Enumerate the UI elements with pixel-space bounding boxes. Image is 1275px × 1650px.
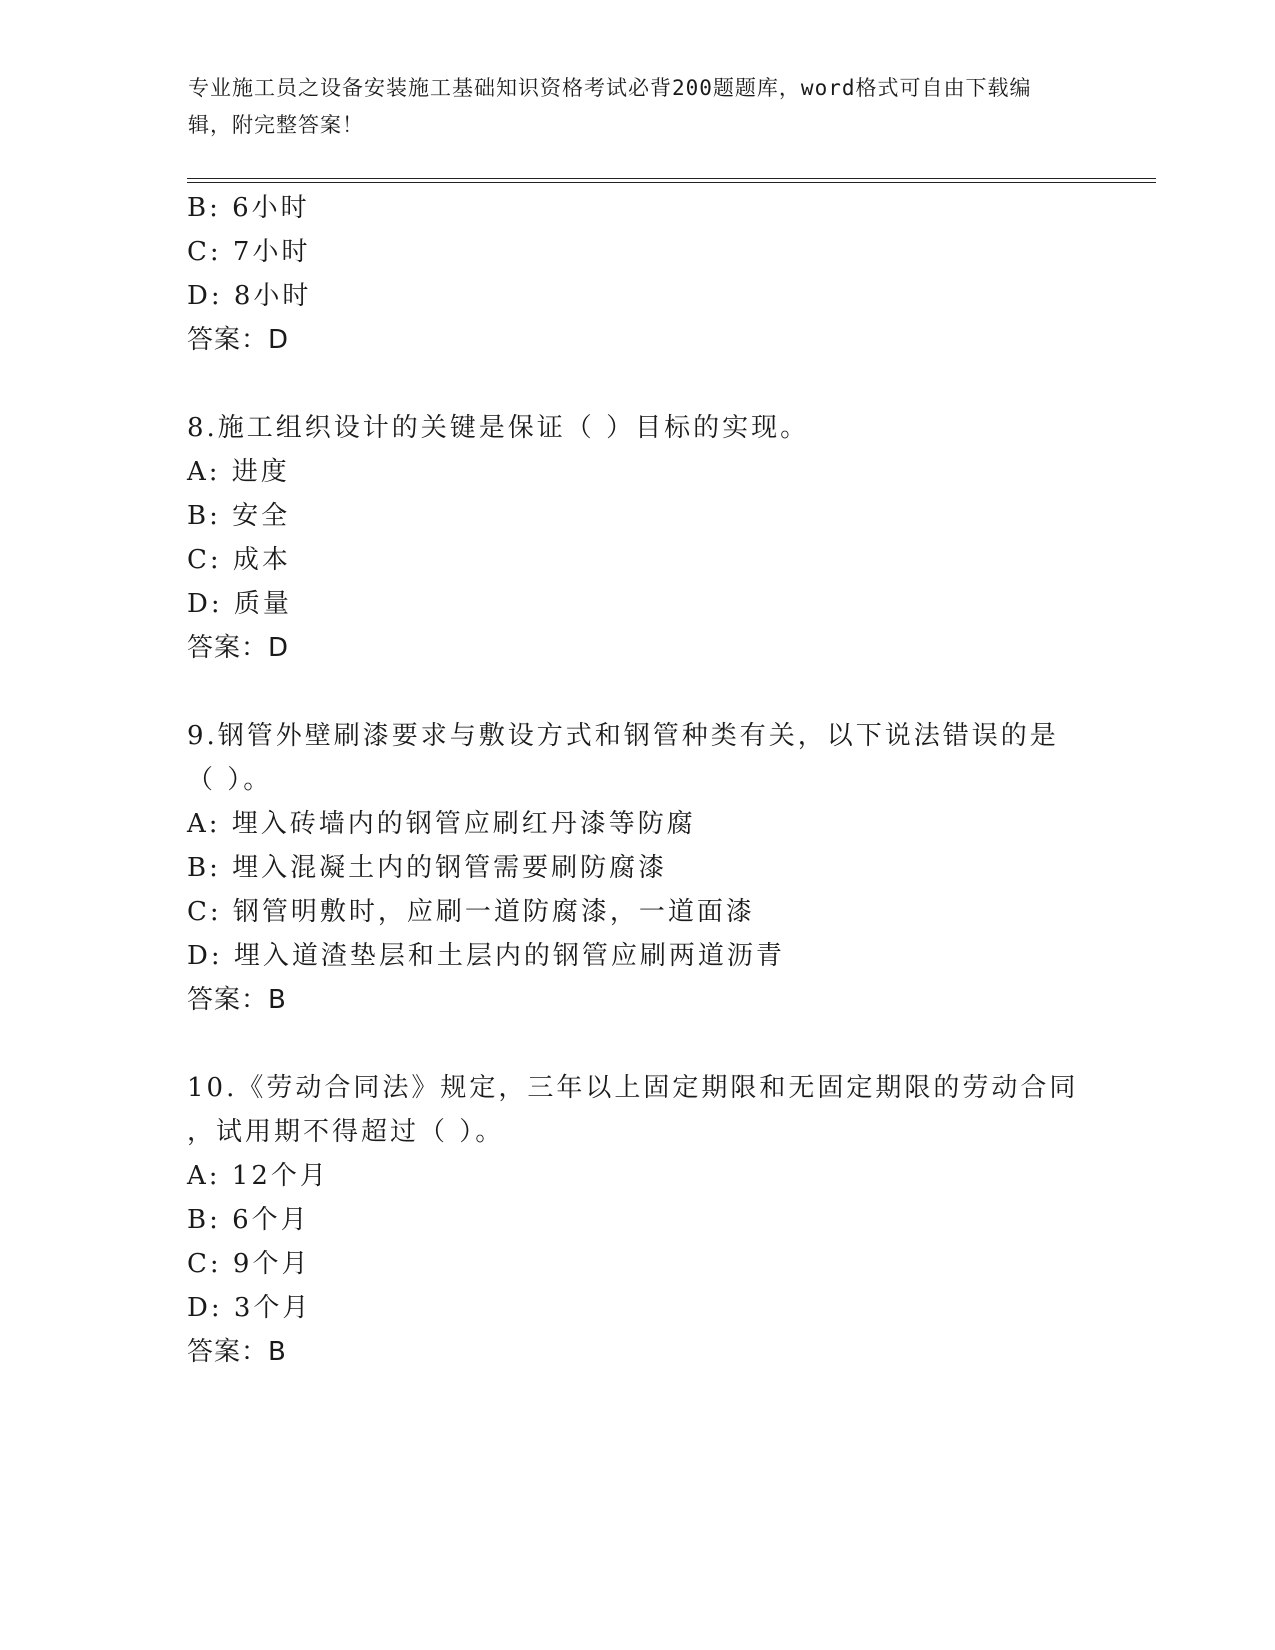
q10-question-line1: 10.《劳动合同法》规定，三年以上固定期限和无固定期限的劳动合同 [187,1073,1079,1103]
q9-answer: 答案：B [187,985,287,1015]
q10-option-d: D: 3个月 [187,1293,312,1323]
q7-option-d: D: 8小时 [187,281,312,311]
q7-answer: 答案：D [187,325,290,355]
q8-option-a: A: 进度 [187,457,290,487]
q8-option-c: C: 成本 [187,545,291,575]
q8-option-d: D: 质量 [187,589,292,619]
q7-option-c: C: 7小时 [187,237,311,267]
q9-option-d: D: 埋入道渣垫层和土层内的钢管应刷两道沥青 [187,941,785,971]
document-header [188,70,1068,144]
header-divider [187,178,1156,183]
q7-option-b: B: 6小时 [187,193,310,223]
header-text: 专业施工员之设备安装施工基础知识资格考试必背200题题库，word格式可自由下载编辑，附完整答案！ [188,76,1032,137]
q9-question-line2: （ ）。 [187,765,273,795]
q10-answer: 答案：B [187,1337,287,1367]
q9-option-a: A: 埋入砖墙内的钢管应刷红丹漆等防腐 [187,809,696,839]
q8-answer: 答案：D [187,633,290,663]
q10-option-a: A: 12个月 [187,1161,329,1191]
q10-question-line2: ，试用期不得超过（ ）。 [187,1117,505,1147]
q10-option-c: C: 9个月 [187,1249,311,1279]
q9-option-c: C: 钢管明敷时，应刷一道防腐漆，一道面漆 [187,897,755,927]
q9-question-line1: 9.钢管外壁刷漆要求与敷设方式和钢管种类有关，以下说法错误的是 [187,721,1059,751]
q8-option-b: B: 安全 [187,501,291,531]
q10-option-b: B: 6个月 [187,1205,310,1235]
q9-option-b: B: 埋入混凝土内的钢管需要刷防腐漆 [187,853,668,883]
q8-question: 8.施工组织设计的关键是保证（ ）目标的实现。 [187,413,810,443]
